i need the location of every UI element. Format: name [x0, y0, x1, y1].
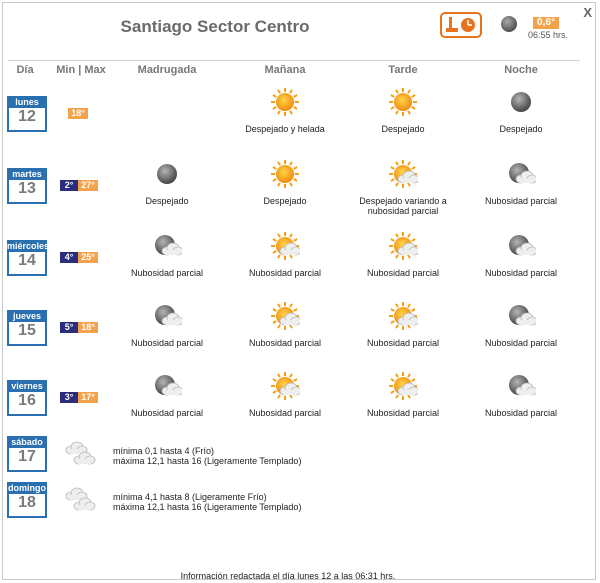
manana-condition-label: Nubosidad parcial: [248, 268, 322, 278]
temperature-range: [60, 180, 98, 191]
sun-cloud-icon: [388, 231, 418, 261]
madrugada-condition-label: Nubosidad parcial: [130, 338, 204, 348]
temperature-range: [60, 252, 98, 263]
temperature-range: [68, 108, 88, 119]
day-card: [7, 310, 47, 346]
current-moon-icon: [499, 14, 519, 34]
header-divider: [8, 60, 580, 61]
manana-condition-label: Despejado y helada: [245, 124, 325, 134]
sun-cloud-icon: [270, 231, 300, 261]
max-temperature: 18°: [68, 108, 88, 119]
day-card: [7, 380, 47, 416]
day-number: 12: [18, 108, 36, 125]
day-card: [7, 436, 47, 472]
noche-condition-label: Despejado: [499, 124, 543, 134]
current-time: 06:55 hrs.: [528, 30, 569, 40]
moon-icon: [506, 87, 536, 117]
sun-cloud-icon: [388, 371, 418, 401]
manana-condition-label: Nubosidad parcial: [248, 338, 322, 348]
max-temperature: 18°: [78, 322, 98, 333]
moon-cloud-icon: [506, 231, 536, 261]
close-button[interactable]: X: [583, 5, 592, 20]
day-name: viernes: [7, 380, 47, 392]
day-name: miércoles: [7, 241, 50, 251]
moon-cloud-icon: [152, 371, 182, 401]
min-temperature: 4°: [60, 252, 78, 263]
forecast-max-text: máxima 12,1 hasta 16 (Ligeramente Templado): [113, 502, 302, 512]
max-temperature: 27°: [78, 180, 98, 191]
day-card: [7, 240, 50, 276]
tarde-condition-label: Nubosidad parcial: [366, 338, 440, 348]
day-card: [7, 168, 47, 204]
sun-cloud-icon: [270, 301, 300, 331]
madrugada-condition-label: Nubosidad parcial: [130, 268, 204, 278]
cloudy-icon: [63, 438, 99, 470]
sun-icon: [388, 87, 418, 117]
sun-icon: [270, 87, 300, 117]
min-temperature: 5°: [60, 322, 78, 333]
moon-cloud-icon: [506, 371, 536, 401]
day-number: 18: [18, 494, 36, 511]
madrugada-condition-label: Despejado: [145, 196, 189, 206]
forecast-min-text: mínima 4,1 hasta 8 (Ligeramente Frío): [113, 492, 267, 502]
day-card: [7, 482, 47, 518]
day-name: jueves: [7, 310, 47, 322]
sun-cloud-icon: [388, 159, 418, 189]
time-icon[interactable]: [440, 12, 482, 38]
column-madrugada: Madrugada: [137, 64, 197, 76]
noche-condition-label: Nubosidad parcial: [484, 408, 558, 418]
manana-condition-label: Nubosidad parcial: [248, 408, 322, 418]
max-temperature: 25°: [78, 252, 98, 263]
madrugada-condition-label: Nubosidad parcial: [130, 408, 204, 418]
day-name: sábado: [7, 436, 47, 448]
moon-cloud-icon: [506, 301, 536, 331]
moon-cloud-icon: [152, 301, 182, 331]
moon-cloud-icon: [506, 159, 536, 189]
footer-note: Información redactada el día lunes 12 a las 06:31 hrs.: [180, 571, 396, 581]
moon-cloud-icon: [152, 231, 182, 261]
day-name: lunes: [7, 96, 47, 108]
column-day: Día: [16, 64, 34, 76]
max-temperature: 17°: [78, 392, 98, 403]
column-minmax: Min | Max: [56, 64, 106, 76]
cloudy-icon: [63, 484, 99, 516]
forecast-min-text: mínima 0,1 hasta 4 (Frío): [113, 446, 215, 456]
min-temperature: 2°: [60, 180, 78, 191]
forecast-max-text: máxima 12,1 hasta 16 (Ligeramente Templado): [113, 456, 302, 466]
temperature-range: [60, 322, 98, 333]
moon-icon: [152, 159, 182, 189]
day-number: 16: [18, 392, 36, 409]
min-temperature: 3°: [60, 392, 78, 403]
day-number: 17: [18, 448, 36, 465]
noche-condition-label: Nubosidad parcial: [484, 196, 558, 206]
temperature-range: [60, 392, 98, 403]
tarde-condition-label: Nubosidad parcial: [366, 268, 440, 278]
tarde-condition-label: Despejado variando a nubosidad parcial: [359, 196, 447, 216]
day-name: domingo: [8, 483, 46, 493]
sun-cloud-icon: [388, 301, 418, 331]
tarde-condition-label: Despejado: [381, 124, 425, 134]
day-card: [7, 96, 47, 132]
page-title: Santiago Sector Centro: [120, 17, 310, 36]
tarde-condition-label: Nubosidad parcial: [366, 408, 440, 418]
day-number: 15: [18, 322, 36, 339]
day-number: 14: [18, 252, 36, 269]
column-manana: Mañana: [264, 64, 306, 76]
current-temperature: 0,6°: [533, 17, 559, 29]
sun-icon: [270, 159, 300, 189]
manana-condition-label: Despejado: [263, 196, 307, 206]
column-tarde: Tarde: [388, 64, 418, 76]
sun-cloud-icon: [270, 371, 300, 401]
noche-condition-label: Nubosidad parcial: [484, 338, 558, 348]
column-noche: Noche: [504, 64, 538, 76]
noche-condition-label: Nubosidad parcial: [484, 268, 558, 278]
day-number: 13: [18, 180, 36, 197]
day-name: martes: [7, 168, 47, 180]
